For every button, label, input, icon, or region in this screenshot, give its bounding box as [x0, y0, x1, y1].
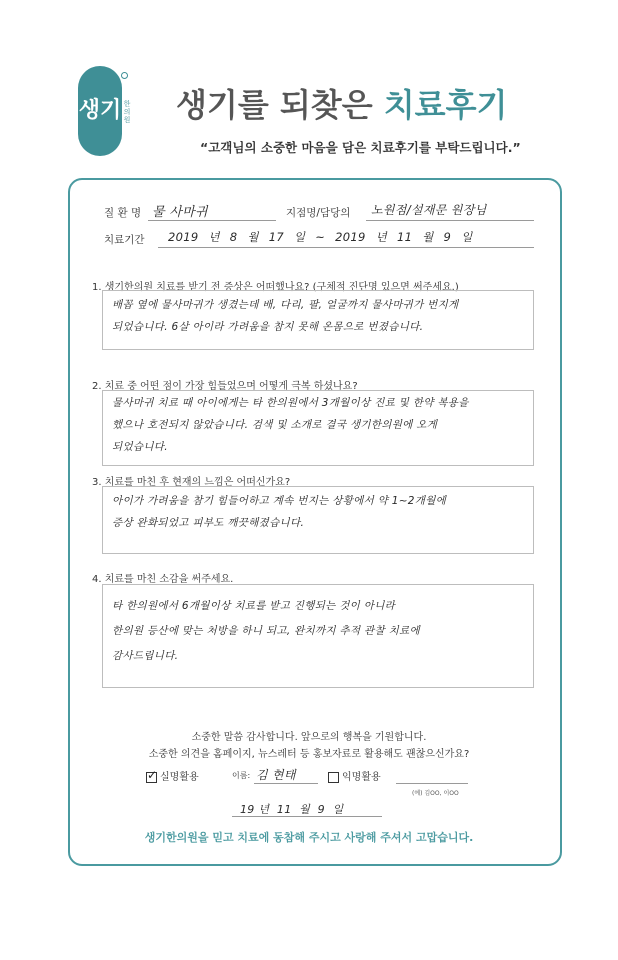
question-4: 4. 치료를 마친 소감을 써주세요.: [92, 574, 234, 585]
answer-4-line: 타 한의원에서 6개월이상 치료를 받고 진행되는 것이 아니라: [112, 600, 396, 612]
real-name-option[interactable]: [146, 768, 199, 783]
question-1: 1. 생기한의원 치료를 받기 전 증상은 어떠했나요? (구체적 진단명 있으면 써주세요.): [92, 282, 459, 293]
logo-mark: 생기: [78, 98, 122, 123]
anon-underline: [396, 783, 468, 784]
disease-label: 질 환 명: [104, 207, 142, 219]
date-underline: [232, 816, 382, 817]
logo-subtext: 한의원: [123, 100, 131, 124]
signed-date: 19 년 11 월 9 일: [240, 803, 344, 816]
thanks-line-1: 소중한 말씀 감사합니다. 앞으로의 행복을 기원합니다.: [191, 732, 427, 743]
question-3: 3. 치료를 마친 후 현재의 느낌은 어떠신가요?: [92, 477, 291, 488]
answer-3: [112, 490, 532, 534]
answer-2-line: 물사마귀 치료 때 아이에게는 타 한의원에서 3개월이상 진료 및 한약 복용을: [112, 397, 469, 409]
period-label: 치료기간: [104, 234, 145, 246]
answer-2-line: 되었습니다.: [112, 441, 168, 453]
answer-1: [112, 294, 532, 338]
answer-4-line: 한의원 등산에 맞는 처방을 하니 되고, 완치까지 추적 관찰 치료에: [112, 625, 420, 637]
name-value: 김 현태: [256, 768, 296, 782]
period-underline: [158, 247, 534, 248]
name-example: (예) 김OO, 이OO: [412, 790, 459, 797]
answer-3-line: 아이가 가려움을 참기 힘들어하고 계속 번지는 상황에서 약 1~2개월에: [112, 495, 447, 507]
footer-message: 생기한의원을 믿고 치료에 동참해 주시고 사랑해 주셔서 고맙습니다.: [144, 831, 474, 844]
logo-dot: [121, 72, 128, 79]
branch-underline: [366, 220, 534, 221]
answer-1-line: 되었습니다. 6살 아이라 가려움을 참지 못해 온몸으로 번졌습니다.: [112, 321, 424, 333]
disease-value: 물 사마귀: [152, 205, 208, 220]
answer-4: [112, 594, 532, 669]
name-label: 이름:: [232, 771, 251, 780]
name-underline: [254, 783, 318, 784]
anon-checkbox[interactable]: [328, 772, 339, 783]
answer-2: [112, 392, 532, 458]
anon-option[interactable]: [328, 768, 381, 783]
answer-2-line: 했으나 호전되지 않았습니다. 검색 및 소개로 결국 생기한의원에 오게: [112, 419, 438, 431]
page-title: [176, 80, 507, 126]
disease-underline: [148, 220, 276, 221]
title-prefix: 생기를 되찾은: [176, 86, 384, 124]
title-accent: 치료후기: [383, 86, 508, 124]
branch-value: 노원점/설재문 원장님: [371, 203, 487, 217]
thanks-line-2: 소중한 의견을 홈페이지, 뉴스레터 등 홍보자료로 활용해도 괜찮으신가요?: [148, 749, 470, 760]
answer-3-line: 증상 완화되었고 피부도 깨끗해졌습니다.: [112, 517, 305, 529]
answer-1-line: 배꼽 옆에 물사마귀가 생겼는데 배, 다리, 팔, 얼굴까지 물사마귀가 번지게: [112, 299, 459, 311]
period-value: 2019 년 8 월 17 일 ~ 2019 년 11 월 9 일: [168, 230, 473, 244]
real-name-checkbox[interactable]: [146, 772, 157, 783]
answer-4-line: 감사드립니다.: [112, 650, 179, 662]
branch-label: 지점명/담당의: [286, 207, 351, 219]
question-2: 2. 치료 중 어떤 점이 가장 힘들었으며 어떻게 극복 하셨나요?: [92, 381, 358, 392]
anon-label: 익명활용: [342, 772, 381, 783]
real-name-label: 실명활용: [160, 772, 199, 783]
clinic-logo: [78, 66, 122, 156]
page-subtitle: “고객님의 소중한 마음을 담은 치료후기를 부탁드립니다.”: [200, 140, 521, 155]
